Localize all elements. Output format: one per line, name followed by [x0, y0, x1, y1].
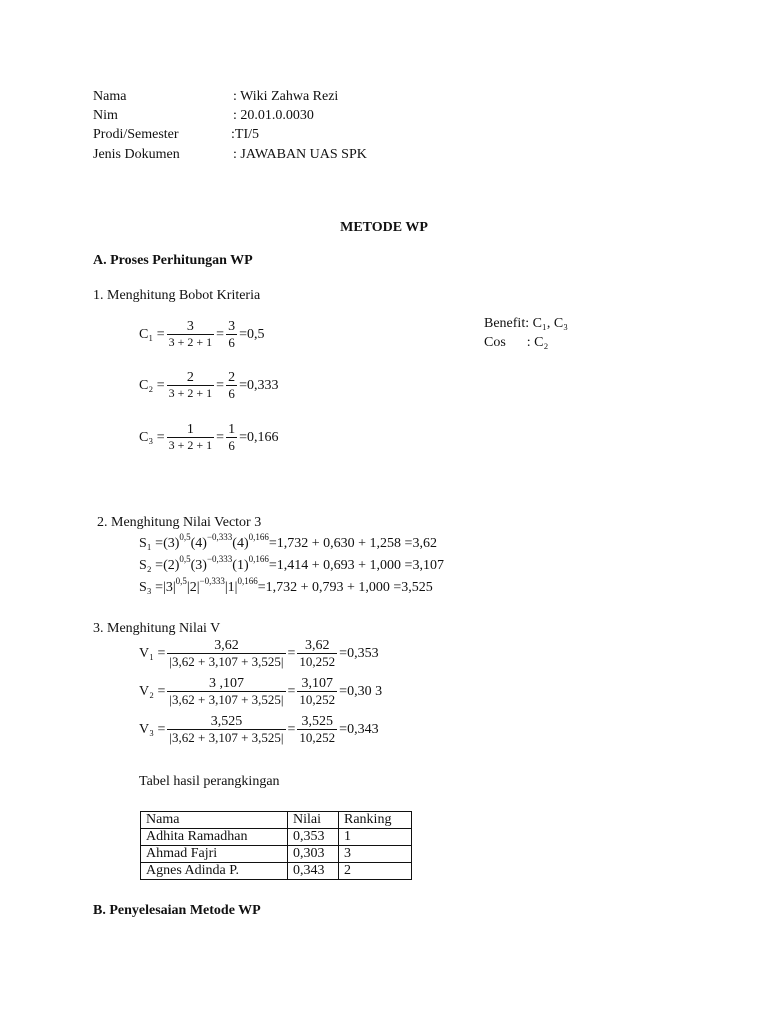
- frac-num: 3,525: [210, 714, 243, 729]
- frac-num: 3: [228, 319, 236, 334]
- table-row: [141, 829, 412, 846]
- label-jenis: Jenis Dokumen: [93, 147, 180, 162]
- table-row: [141, 846, 412, 863]
- frac-den: |3,62 + 3,107 + 3,525|: [169, 692, 284, 707]
- frac-den: |3,62 + 3,107 + 3,525|: [169, 730, 284, 745]
- frac-den: 10,252: [299, 654, 336, 669]
- v-result: =0,353: [339, 645, 379, 661]
- frac-num: 2: [186, 370, 194, 385]
- table-row: [141, 863, 412, 880]
- cell-nilai: 0,343: [288, 863, 339, 880]
- frac-den: 10,252: [299, 692, 336, 707]
- step2-heading: 2. Menghitung Nilai Vector 3: [97, 515, 262, 530]
- cell-ranking: 2: [339, 863, 412, 880]
- frac-num: 3 ,107: [208, 676, 244, 691]
- vector-result: =1,732 + 0,630 + 1,258 =3,62: [268, 536, 437, 551]
- v-result: =0,30 3: [339, 683, 383, 699]
- section-b-heading: B. Penyelesaian Metode WP: [93, 903, 261, 918]
- value-v3: V₃ = $\frac{3,525}{|3,62 + 3,107 + 3,525|}$ = $\frac{3,525}{10,252}$ =0,343: [139, 714, 379, 745]
- header-ranking: Ranking: [339, 812, 412, 829]
- frac-den: |3,62 + 3,107 + 3,525|: [169, 654, 284, 669]
- value-v2: V₂ = $\frac{3 ,107}{|3,62 + 3,107 + 3,525|}$ = $\frac{3,107}{10,252}$ =0,30 3: [139, 676, 383, 707]
- cell-nilai: 0,303: [288, 846, 339, 863]
- frac-den: 3 + 2 + 1: [168, 438, 213, 452]
- benefit-label: Benefit: C₁, C₃: [484, 316, 569, 331]
- weight-result: =0,5: [239, 326, 265, 342]
- frac-den: 6: [228, 386, 235, 401]
- label-nama: Nama: [93, 89, 127, 104]
- vector-s2: S₂ = $(2)^{0,5}(3)^{-0,333}(1)^{0,166}$ =1,414 + 0,693 + 1,000 =3,107: [139, 554, 444, 573]
- page-title: METODE WP: [340, 220, 428, 235]
- frac-num: 3,62: [214, 638, 239, 653]
- frac-num: 3: [186, 319, 194, 334]
- header-nilai: Nilai: [288, 812, 339, 829]
- cell-nama: Adhita Ramadhan: [141, 829, 288, 846]
- frac-den: 3 + 2 + 1: [168, 386, 213, 400]
- cell-nilai: 0,353: [288, 829, 339, 846]
- frac-num: 3,107: [301, 676, 334, 691]
- section-a-heading: A. Proses Perhitungan WP: [93, 253, 253, 268]
- cell-ranking: 1: [339, 829, 412, 846]
- frac-num: 3,62: [305, 638, 330, 653]
- value-nama: : Wiki Zahwa Rezi: [233, 89, 339, 104]
- weight-name: C₃ =: [139, 429, 165, 445]
- v-name: V₃ =: [139, 721, 166, 737]
- weight-c2: C₂ = $\frac{2}{3 + 2 + 1}$ = $\frac{2}{6}$ =0,333: [139, 370, 279, 401]
- step1-heading: 1. Menghitung Bobot Kriteria: [93, 288, 261, 303]
- table-header-row: [141, 812, 412, 829]
- weight-c3: C₃ = $\frac{1}{3 + 2 + 1}$ = $\frac{1}{6}$ =0,166: [139, 422, 279, 453]
- v-name: V₁ =: [139, 645, 166, 661]
- value-prodi: :TI/5: [231, 127, 259, 142]
- frac-num: 1: [228, 422, 236, 437]
- vector-name: S₂ =: [139, 558, 164, 573]
- value-v1: V₁ = $\frac{3,62}{|3,62 + 3,107 + 3,525|}$ = $\frac{3,62}{10,252}$ =0,353: [139, 638, 379, 669]
- header-nama: Nama: [141, 812, 288, 829]
- ranking-table: [140, 811, 412, 880]
- cell-ranking: 3: [339, 846, 412, 863]
- cell-nama: Agnes Adinda P.: [141, 863, 288, 880]
- value-nim: : 20.01.0.0030: [233, 108, 314, 123]
- weight-result: =0,333: [239, 377, 279, 393]
- frac-den: 10,252: [299, 730, 336, 745]
- weight-c1: C₁ = $\frac{3}{3 + 2 + 1}$ = $\frac{3}{6}$ =0,5: [139, 319, 265, 350]
- frac-num: 1: [186, 422, 194, 437]
- frac-num: 3,525: [301, 714, 334, 729]
- table-caption: Tabel hasil perangkingan: [139, 774, 280, 789]
- vector-name: S₁ =: [139, 536, 164, 551]
- vector-result: =1,732 + 0,793 + 1,000 =3,525: [257, 580, 433, 595]
- value-jenis: : JAWABAN UAS SPK: [233, 147, 367, 162]
- vector-name: S₃ =: [139, 580, 164, 595]
- vector-s1: S₁ = $(3)^{0,5}(4)^{-0,333}(4)^{0,166}$ =1,732 + 0,630 + 1,258 =3,62: [139, 532, 437, 551]
- label-prodi: Prodi/Semester: [93, 127, 179, 142]
- frac-den: 6: [228, 335, 235, 350]
- weight-name: C₂ =: [139, 377, 165, 393]
- step3-heading: 3. Menghitung Nilai V: [93, 621, 221, 636]
- frac-den: 6: [228, 438, 235, 453]
- frac-den: 3 + 2 + 1: [168, 335, 213, 349]
- cell-nama: Ahmad Fajri: [141, 846, 288, 863]
- weight-result: =0,166: [239, 429, 279, 445]
- v-result: =0,343: [339, 721, 379, 737]
- vector-s3: S₃ = $|3|^{0,5}|2|^{-0,333}|1|^{0,166}$ =1,732 + 0,793 + 1,000 =3,525: [139, 576, 433, 595]
- cost-label: Cos : C₂: [484, 335, 549, 350]
- label-nim: Nim: [93, 108, 118, 123]
- v-name: V₂ =: [139, 683, 166, 699]
- frac-num: 2: [228, 370, 236, 385]
- weight-name: C₁ =: [139, 326, 165, 342]
- vector-result: =1,414 + 0,693 + 1,000 =3,107: [268, 558, 444, 573]
